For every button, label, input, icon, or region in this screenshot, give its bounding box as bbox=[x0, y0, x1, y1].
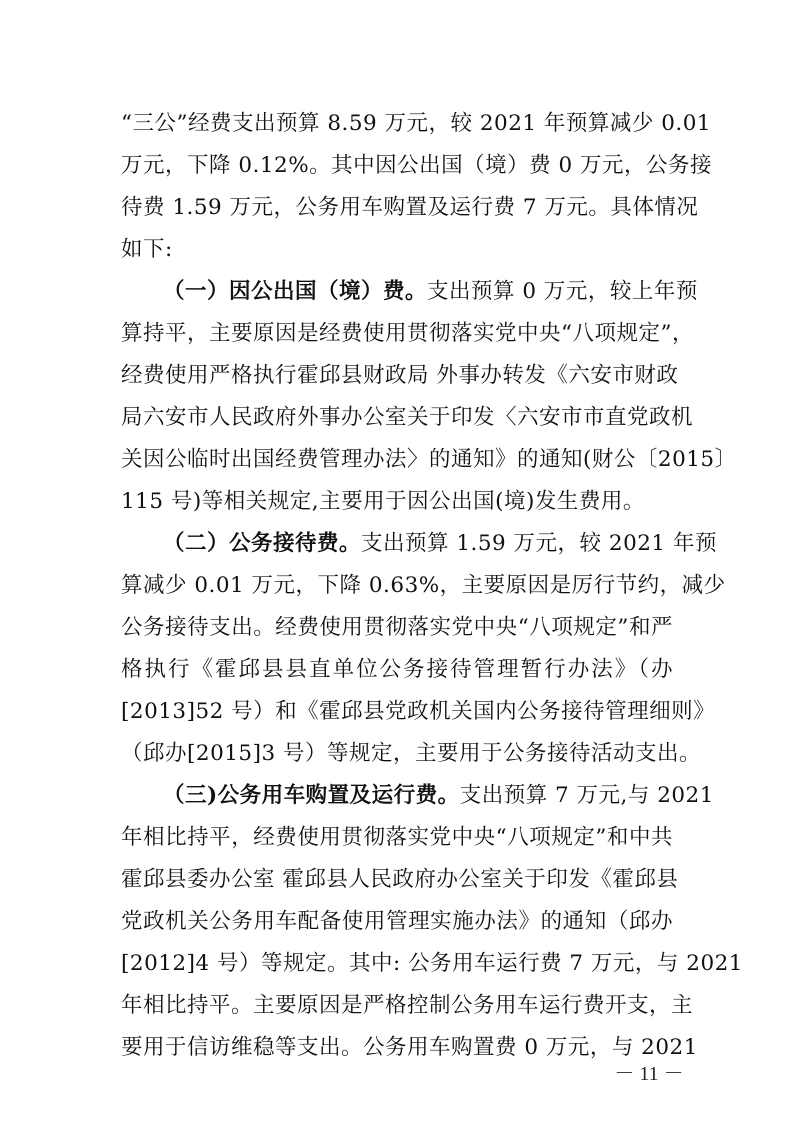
intro-line-1: “三公”经费支出预算 8.59 万元，较 2021 年预算减少 0.01 bbox=[121, 111, 712, 136]
section-3-line: 要用于信访维稳等支出。公务用车购置费 0 万元，与 2021 bbox=[121, 1035, 698, 1060]
section-1-line: 算持平，主要原因是经费使用贯彻落实党中央“八项规定”， bbox=[121, 321, 694, 346]
section-2-line: 公务接待支出。经费使用贯彻落实党中央“八项规定”和严 bbox=[121, 615, 673, 640]
section-1-line: 115 号)等相关规定,主要用于因公出国(境)发生费用。 bbox=[121, 489, 645, 514]
page-number: － 11 － bbox=[614, 1063, 684, 1085]
section-1-line: 经费使用严格执行霍邱县财政局 外事办转发《六安市财政 bbox=[121, 363, 679, 388]
section-1-first-line-text: 支出预算 0 万元，较上年预 bbox=[427, 279, 698, 304]
section-3-line: 年相比持平，经费使用贯彻落实党中央“八项规定”和中共 bbox=[121, 825, 673, 850]
section-2-first-line bbox=[163, 523, 717, 565]
section-2-first-line-text: 支出预算 1.59 万元，较 2021 年预 bbox=[361, 531, 717, 556]
intro-line-2: 万元，下降 0.12%。其中因公出国（境）费 0 万元，公务接 bbox=[121, 153, 712, 178]
section-2-line: [2013]52 号）和《霍邱县党政机关国内公务接待管理细则》 bbox=[121, 699, 716, 724]
section-3-line: 党政机关公务用车配备使用管理实施办法》的通知（邱办 bbox=[121, 909, 673, 934]
section-1-heading: （一）因公出国（境）费。 bbox=[163, 279, 428, 304]
section-3-heading: （三)公务用车购置及运行费。 bbox=[163, 783, 460, 808]
intro-line-4: 如下: bbox=[121, 237, 173, 262]
section-2-line: （邱办[2015]3 号）等规定，主要用于公务接待活动支出。 bbox=[121, 741, 702, 766]
section-3-first-line bbox=[163, 775, 714, 817]
section-3-line: [2012]4 号）等规定。其中: 公务用车运行费 7 万元，与 2021 bbox=[121, 951, 743, 976]
section-1-first-line bbox=[163, 271, 698, 313]
section-2-line: 格执行《霍邱县县直单位公务接待管理暂行办法》（办 bbox=[121, 657, 673, 682]
section-3-line: 年相比持平。主要原因是严格控制公务用车运行费开支，主 bbox=[121, 993, 694, 1018]
intro-line-3: 待费 1.59 万元，公务用车购置及运行费 7 万元。具体情况 bbox=[121, 195, 699, 220]
section-2-heading: （二）公务接待费。 bbox=[163, 531, 362, 556]
section-1-line: 关因公临时出国经费管理办法〉的通知》的通知(财公〔2015〕 bbox=[121, 447, 737, 472]
section-3-first-line-text: 支出预算 7 万元,与 2021 bbox=[459, 783, 714, 808]
section-2-line: 算减少 0.01 万元，下降 0.63%，主要原因是厉行节约，减少 bbox=[121, 573, 726, 598]
section-1-line: 局六安市人民政府外事办公室关于印发〈六安市市直党政机 bbox=[121, 405, 694, 430]
section-3-line: 霍邱县委办公室 霍邱县人民政府办公室关于印发《霍邱县 bbox=[121, 867, 679, 892]
